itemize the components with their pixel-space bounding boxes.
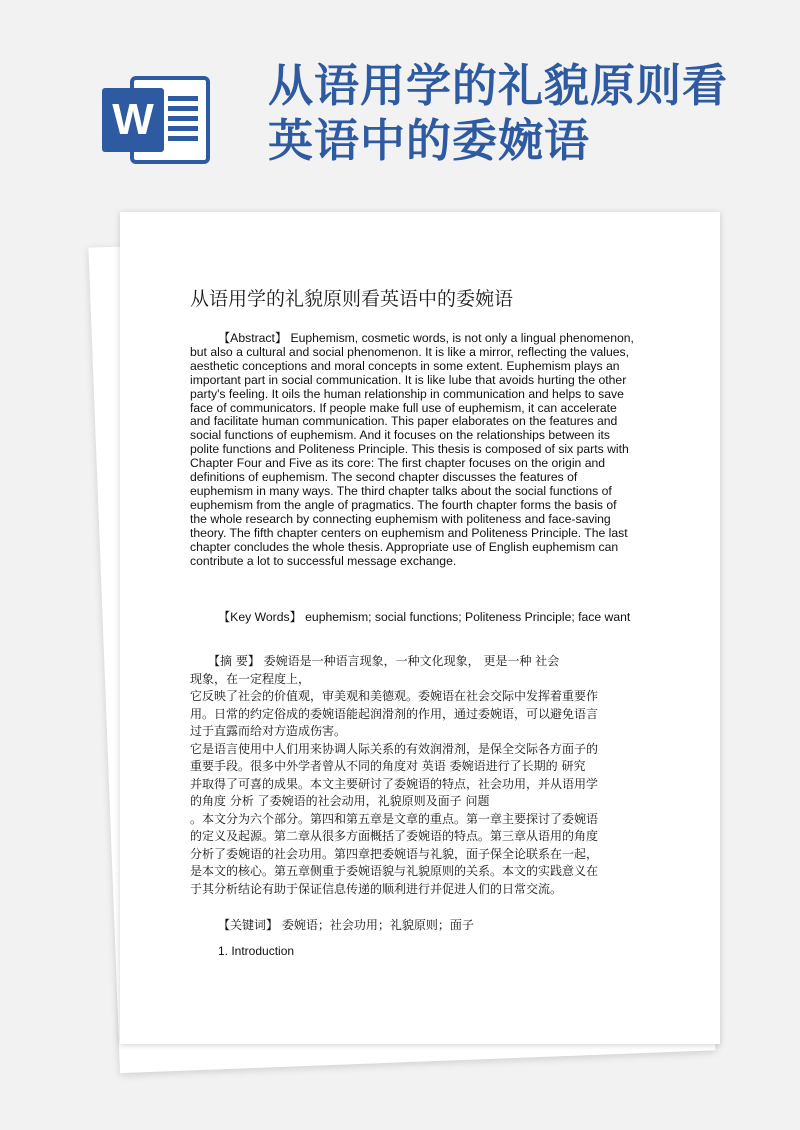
cn-abstract-line: 重要手段。很多中外学者曾从不同的角度对 英语 委婉语进行了长期的 研究 xyxy=(190,759,586,773)
cn-abstract-line: 分析了委婉语的社会功用。第四章把委婉语与礼貌，面子保全论联系在一起， xyxy=(190,846,599,861)
cn-abstract-line: 用。日常的约定俗成的委婉语能起润滑剂的作用，通过委婉语，可以避免语言 xyxy=(190,706,599,721)
chinese-abstract xyxy=(190,653,640,898)
cn-abstract-line: 的角度 分析 了委婉语的社会动用，礼貌原则及面子 问题 xyxy=(190,794,490,808)
cn-abstract-line: 的定义及起源。第二章从很多方面概括了委婉语的特点。第三章从语用的角度 xyxy=(190,829,599,843)
cn-abstract-line: 并取得了可喜的成果。本文主要研讨了委婉语的特点，社会功用，并从语用学 xyxy=(190,776,599,791)
word-icon-letter: W xyxy=(112,95,154,144)
section-heading-introduction: 1. Introduction xyxy=(218,944,295,958)
english-keywords: 【Key Words】 euphemism; social functions; Politeness Principle; face want xyxy=(218,610,631,624)
cn-abstract-line: 是本文的核心。第五章侧重于委婉语貌与礼貌原则的关系。本文的实践意义在 xyxy=(190,864,599,878)
cn-abstract-line: 【摘 要】 委婉语是一种语言现象，一种文化现象， 更是一种 社会 xyxy=(190,654,560,668)
english-abstract: 【Abstract】 Euphemism, cosmetic words, is not only a lingual phenomenon, but also a cultural and social phenomenon. It is like a mirror, reflecting the values, aesthetic conceptions and moral concepts in some extent. Euphemism plays an important part in social communication. It is like lube that avoids hurting the other party's feeling. It oils the human relationship in communication and helps to save face of communicators. If people make full use of euphemism, it can accelerate and facilitate human communication. This paper elaborates on the features and social functions of euphemism. And it focuses on the relationships between its polite functions and Politeness Principle. This thesis is composed of six parts with Chapter Four and Five as its core: The first chapter focuses on the origin and definitions of euphemism. The second chapter discusses the features of euphemism in many ways. The third chapter talks about the social functions of euphemism from the angle of pragmatics. The fourth chapter forms the basis of the whole research by connecting euphemism with politeness and face-saving theory. The fifth chapter centers on euphemism and Politeness Principle. The last chapter concludes the whole thesis. Appropriate use of English euphemism can contribute a lot to successful message exchange. xyxy=(190,331,634,568)
cn-abstract-line: 它反映了社会的价值观，审美观和美德观。委婉语在社会交际中发挥着重要作 xyxy=(190,689,599,703)
cn-abstract-line: 现象，在一定程度上， xyxy=(190,671,311,686)
banner-title: 从语用学的礼貌原则看英语中的委婉语 xyxy=(268,59,729,167)
document-title: 从语用学的礼貌原则看英语中的委婉语 xyxy=(190,288,514,310)
document-page xyxy=(120,212,720,1044)
cn-abstract-line: 它是语言使用中人们用来协调人际关系的有效润滑剂，是保全交际各方面子的 xyxy=(190,741,599,756)
chinese-keywords: 【关键词】 委婉语；社会功用；礼貌原则；面子 xyxy=(218,918,474,932)
banner-header xyxy=(0,0,800,200)
word-document-icon xyxy=(102,72,214,168)
cn-abstract-line: 于其分析结论有助于保证信息传递的顺利进行并促进人们的日常交流。 xyxy=(190,881,563,896)
cn-abstract-line: 。本文分为六个部分。第四和第五章是文章的重点。第一章主要探讨了委婉语 xyxy=(190,811,599,826)
cn-abstract-line: 过于直露而给对方造成伤害。 xyxy=(190,724,347,738)
